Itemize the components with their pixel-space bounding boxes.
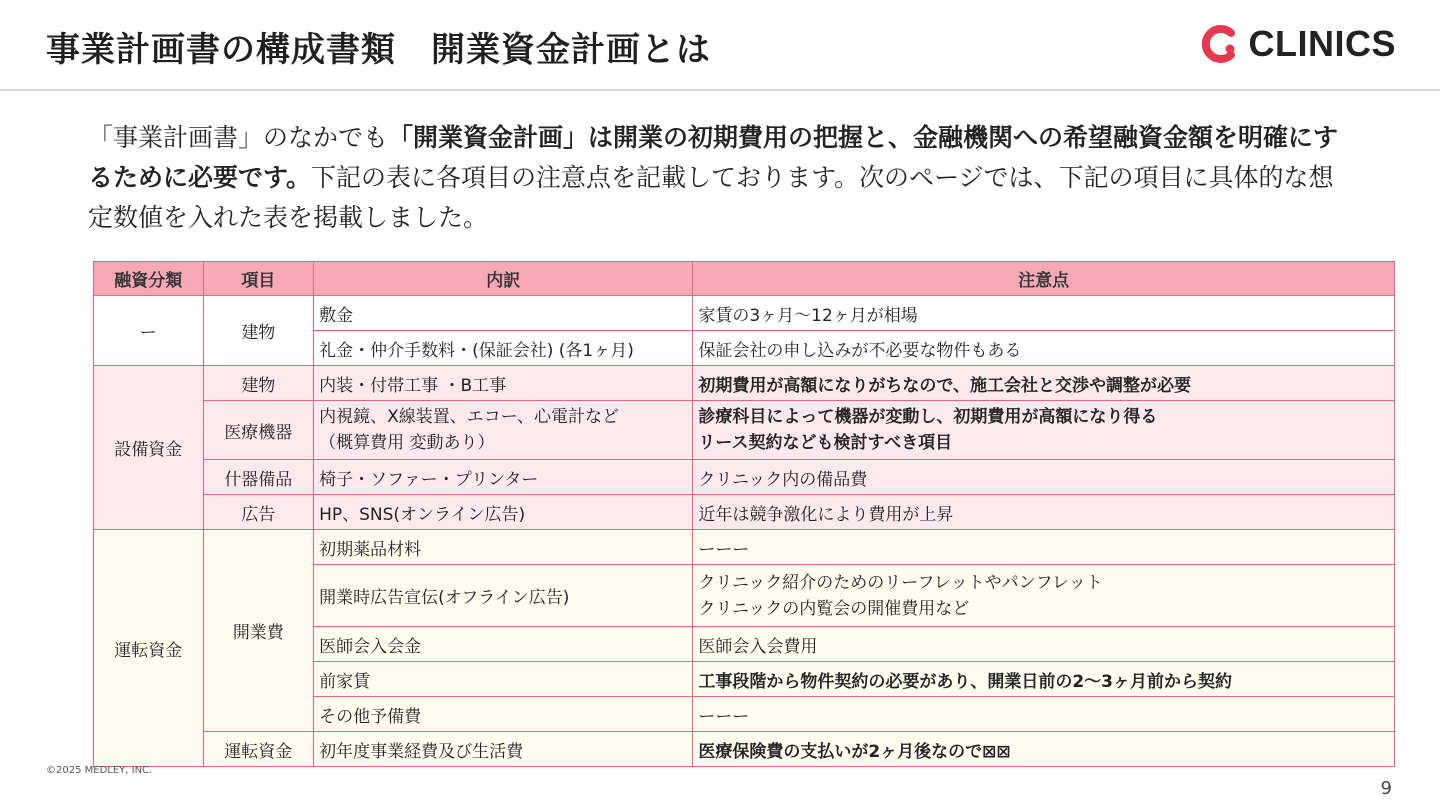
table-row <box>94 401 1395 460</box>
funding-plan-table <box>93 261 1395 767</box>
item-ads: 広告 <box>203 495 314 530</box>
note-cell: 近年は競争激化により費用が上昇 <box>693 495 1395 530</box>
item-building: 建物 <box>203 296 314 366</box>
detail-cell: 礼金・仲介手数料・(保証会社) (各1ヶ月) <box>314 331 693 366</box>
detail-cell: 敷金 <box>314 296 693 331</box>
detail-cell: 椅子・ソファー・プリンター <box>314 460 693 495</box>
item-medical-equipment: 医療機器 <box>203 401 314 460</box>
detail-cell: その他予備費 <box>314 697 693 732</box>
detail-cell <box>314 401 693 460</box>
note-line: 診療科目によって機器が変動し、初期費用が高額になり得る <box>698 407 1158 427</box>
note-cell: 家賃の3ヶ月〜12ヶ月が相場 <box>693 296 1395 331</box>
note-cell: ーーー <box>693 697 1395 732</box>
detail-cell: 医師会入会金 <box>314 627 693 662</box>
table-row <box>94 530 1395 565</box>
note-cell: 工事段階から物件契約の必要があり、開業日前の2〜3ヶ月前から契約 <box>693 662 1395 697</box>
detail-cell: 初期薬品材料 <box>314 530 693 565</box>
clinics-logo <box>1201 24 1397 64</box>
page-title: 事業計画書の構成書類 開業資金計画とは <box>46 30 711 70</box>
note-cell: ーーー <box>693 530 1395 565</box>
item-building-equipment: 建物 <box>203 366 314 401</box>
detail-cell: 初年度事業経費及び生活費 <box>314 732 693 767</box>
note-cell: 医師会入会費用 <box>693 627 1395 662</box>
header-detail: 内訳 <box>314 262 693 296</box>
table-row <box>94 460 1395 495</box>
category-none: ー <box>94 296 204 366</box>
note-cell: 保証会社の申し込みが不必要な物件もある <box>693 331 1395 366</box>
item-opening-costs: 開業費 <box>203 530 314 732</box>
item-operating-funds: 運転資金 <box>203 732 314 767</box>
detail-cell: HP、SNS(オンライン広告) <box>314 495 693 530</box>
note-line: リース契約なども検討すべき項目 <box>698 433 953 453</box>
header-divider <box>0 89 1440 91</box>
detail-cell: 内装・付帯工事 ・B工事 <box>314 366 693 401</box>
intro-text-2: 下記の表に各項目の注意点を記載しております。次のページでは、下記の項目に具体的な想定数値を入れた表を掲載しました。 <box>88 163 1334 232</box>
note-cell <box>693 565 1395 627</box>
header-note: 注意点 <box>693 262 1395 296</box>
copyright: ©2025 MEDLEY, INC. <box>46 765 153 776</box>
note-cell: クリニック内の備品費 <box>693 460 1395 495</box>
table-header-row <box>94 262 1395 296</box>
table-row <box>94 495 1395 530</box>
intro-text-bold: 「開業資金計画」は開業の初期費用の把握と、金融機関への希望融資金額を明確にするために必要です。 <box>88 123 1339 192</box>
note-cell: 初期費用が高額になりがちなので、施工会社と交渉や調整が必要 <box>693 366 1395 401</box>
header-category: 融資分類 <box>94 262 204 296</box>
intro-paragraph <box>88 118 1358 238</box>
category-equipment: 設備資金 <box>94 366 204 530</box>
page-number: 9 <box>1380 778 1392 799</box>
category-operating: 運転資金 <box>94 530 204 767</box>
note-line: クリニックの内覧会の開催費用など <box>698 598 970 619</box>
note-cell <box>693 401 1395 460</box>
table-row <box>94 366 1395 401</box>
item-fixtures: 什器備品 <box>203 460 314 495</box>
note-line: クリニック紹介のためのリーフレットやパンフレット <box>698 572 1103 593</box>
detail-cell: 前家賃 <box>314 662 693 697</box>
detail-line: 内視鏡、X線装置、エコー、心電計など <box>319 407 620 427</box>
header-item: 項目 <box>203 262 314 296</box>
note-cell: 医療保険費の支払いが2ヶ月後なので⊠⊠ <box>693 732 1395 767</box>
clinics-logo-icon <box>1201 24 1241 64</box>
intro-text-1: 「事業計画書」のなかでも <box>88 123 389 152</box>
logo-text: CLINICS <box>1248 23 1396 64</box>
table-row <box>94 732 1395 767</box>
detail-cell: 開業時広告宣伝(オフライン広告) <box>314 565 693 627</box>
detail-line: （概算費用 変動あり） <box>319 433 495 453</box>
table-row <box>94 296 1395 331</box>
